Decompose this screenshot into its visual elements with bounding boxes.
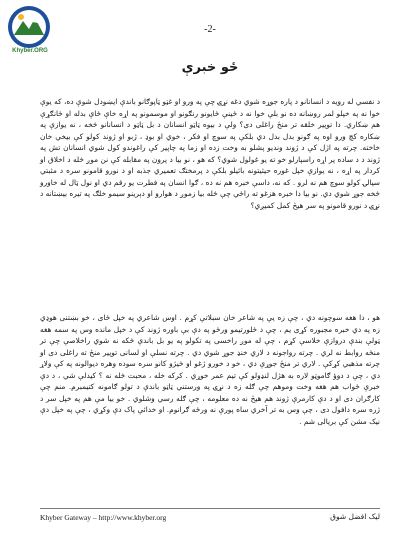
paragraph-1: د نفسي له رويه د انسانانو د پاره جوړه شوي دغه نړۍ چې په ورو او غټو ټاپوګانو باندې ايښودل شوې ده، که يوې خوا نه په خپلو لمر روښانه ده نو بلې خوا نه د ځينې ځايونو رنګونو او موسمونو په اړه خاې ځاې بدله او ځانګړې هم ښکاري. دا توپير خلقه تر منځ راغلى دى؟ ولې د بيوه ټاټو انسانان د بل ټاټو د انسانانو څخه ، نه يوازې په ښکاره کچ ورو اوه په ګونو بدل بدل دي بلکې په سوچ او فکر ، خوي او بوډ ، ژبو او ژوند کولو کې بيخي خان خاخته. چرته په اژل کې د ژوند ونديو پشلو به وخت زده او زما په چاپير کې راغوندو کول شوي انسانان تش په ژوند د د ساده پر اړه راسپارلو خو ته يو غولول شوي؟ که هو ، نو بيا د پرون په مقابله کې نن موږ څله د اخلاق او کردار په اړه ، نه يوازې خپل غوره حيثيتونه بائيلو بلکې د پرمختګ تعميري جذبه او د نورو قامونو سره د مثبتي سيالۍ کولو سوچ هم نه لرو . که نه، داسې خبره هم نه ده ، ګوا انسان په فطرت يو رقم دي او نول ټال له خاورو څخه جوړ شوي دي. نو بيا دا خبره هزغو ته راځي چې څله بيا زموږ د هوارو او دېرينو سيمو خلګ په تيره بيښتانه د نړۍ د نورو قامونو په سر هيڅ کمل کميږي؟ bbox=[40, 97, 380, 210]
article-title: ځو خبرې bbox=[181, 60, 239, 75]
logo-caption: Khyber.ORG bbox=[12, 48, 48, 54]
page-number: -2- bbox=[204, 24, 216, 35]
footer-author: لیک افضل شوق bbox=[330, 512, 380, 521]
footer-site: Khyber Gateway – http://www.khyber.org bbox=[40, 513, 167, 522]
paragraph-2: هو ، دا هغه سوچونه دي ، چې زه يې په شاعر خان سبلاتې کړم . اوس شاعري په خپل ځاى ، خو بښتنى هوډي زه په دي خبره مجبوره کړى يم ، چې د ځلورتيمو ورځو په دې بې باوره ژوند کې د خپل مانده وس په سمه هغه ټولې بندې دروازې خلاسې کړم ، چې له موږ راخسی په تکولو په يو بل باندې څکه نه شوي راخلاصې چې تر منځه روابط نه لري . چرته رواجونه د لاري خنډ جوړ شوي دي . چرته نسلې او لسانى توپير منځ ته راغلى دى او چرته مذهبي کړکې . لاري تر منځ جوړې دي ، خو د خورو ژغو او ځيژو کانو سره سوده وهره ديوالونه په کې ولاړ دي ، چې د دوؤ ګاموټو لاره به هژل لنډولو کې تيم عمر خوړي . کرکه خله ، محبت څله نه ؟ کيدلې شي ، د دې خبرې ځواب هم هغه وخت وموهم چې ګله زه د نړۍ په ورستني ټاټو باندې د تولو ګامونه کتيمبرم. منم چې کارګران دى او د دې کارمرې ژوند هم هيڅ نه ده معلومه ، چې ګله رسي وشلوي . خو بيا مې هم په خپل سر د ژره سره دافول دى ، چې وس به تر آخري ساه پورې نه ورځه ګرانوم. او خدائې پاک دې وکړي ، چې په خپل دې نيک مشن کې بريالى شم . bbox=[40, 313, 380, 426]
footer-divider bbox=[40, 508, 380, 509]
